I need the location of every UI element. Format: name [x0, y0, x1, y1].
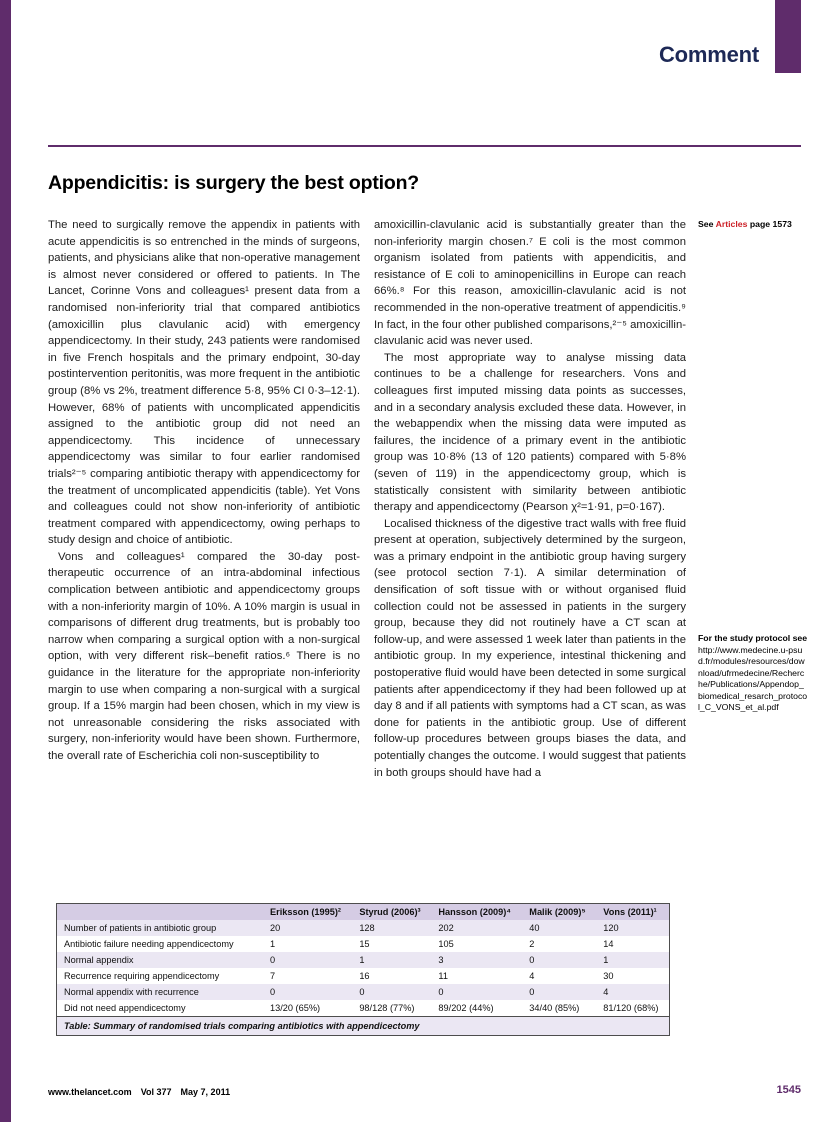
table-column-header-empty	[57, 904, 263, 920]
footer-website: www.thelancet.com	[48, 1087, 132, 1097]
table-cell: 89/202 (44%)	[438, 1003, 494, 1013]
paragraph: amoxicillin-clavulanic acid is substantially greater than the non-inferiority margin chosen.⁷ E coli is the most common organism isolated from patients with appendicitis, and resistance of E coli to aminopenicillins in Europe can reach 66%.⁸ For this reason, amoxicillin-clavulanic acid is not recommended in the non-operative treatment of appendicitis.⁹ In fact, in the four other published comparisons,²⁻⁵ amoxicillin-clavulanic acid was never used.	[374, 219, 686, 348]
top-right-brand-block	[775, 0, 801, 73]
paragraph: The most appropriate way to analyse missing data continues to be a challenge for researchers. Vons and colleagues first imputed missing data points as successes, and in a secondary analysis excluded these data. However, in the webappendix when the missing data were imputed as failures, the incidence of a primary event in the antibiotic group was 10·8% (13 of 120 patients) compared with 5·8% (seven of 119) in the appendicectomy group, which is statistically consistent with similarity between antibiotic therapy and appendicectomy (Pearson χ²=1·91, p=0·167).	[374, 351, 686, 514]
protocol-note-url: http://www.medecine.u-psud.fr/modules/resources/download/ufrmedecine/Recherche/Publications/Appendop_biomedical_resarch_protocol_C_VONS_et_al.pdf	[698, 644, 808, 712]
protocol-note-label: For the study protocol see	[698, 633, 808, 643]
table-row	[57, 984, 669, 1000]
table-cell: 13/20 (65%)	[270, 1003, 321, 1013]
table-caption-label: Table:	[64, 1021, 91, 1031]
table-cell: 4	[603, 987, 609, 997]
table-cell: 20	[270, 923, 281, 933]
table-cell: 0	[438, 987, 444, 997]
margin-note-see-articles	[698, 219, 808, 231]
article-title: Appendicitis: is surgery the best option?	[48, 172, 420, 194]
table-cell: 1	[359, 955, 365, 965]
table-cell: 3	[438, 955, 444, 965]
text-column-right	[374, 217, 686, 899]
table-cell: 0	[270, 955, 276, 965]
footer-volume: Vol 377	[140, 1087, 172, 1097]
table-row	[57, 968, 669, 984]
footer-journal-info	[48, 1087, 230, 1097]
table-cell: 0	[529, 987, 535, 997]
table-cell: 81/120 (68%)	[603, 1003, 659, 1013]
table-row	[57, 936, 669, 952]
table-cell: 14	[603, 939, 614, 949]
table-row	[57, 920, 669, 936]
summary-table	[56, 903, 670, 1036]
table-cell: 105	[438, 939, 454, 949]
table-cell: 34/40 (85%)	[529, 1003, 580, 1013]
table-cell: 98/128 (77%)	[359, 1003, 415, 1013]
table-row-label: Normal appendix with recurrence	[64, 987, 199, 997]
table-column-header: Malik (2009)⁵	[522, 904, 596, 920]
table-column-header: Styrud (2006)³	[352, 904, 431, 920]
table-cell: 4	[529, 971, 535, 981]
table-cell: 7	[270, 971, 276, 981]
table-cell: 15	[359, 939, 370, 949]
paragraph: The need to surgically remove the appendix in patients with acute appendicitis is so entrenched in the minds of surgeons, patients, and physicians alike that non-operative management is almost never considered or offered to patients. In The Lancet, Corinne Vons and colleagues¹ present data from a randomised non-inferiority trial that compared antibiotics (amoxicillin plus clavulanic acid) with emergency appendicectomy. In their study, 243 patients were randomised in five French hospitals and the primary endpoint, 30-day postintervention peritonitis, was more frequent in the antibiotic group (8% vs 2%, treatment difference 5·8, 95% CI 0·3–12·1). However, 68% of patients with uncomplicated appendicitis assigned to the antibiotic group did not need an appendicectomy. This incidence of unnecessary appendicectomy was similar to four earlier randomised trials²⁻⁵ comparing antibiotic therapy with appendicectomy for the treatment of uncomplicated appendicitis (table). Yet Vons and colleagues could not show non-inferiority of antibiotic treatment compared with appendicectomy, owing perhaps to study design and choice of antibiotic.	[48, 219, 360, 547]
table-cell: 30	[603, 971, 614, 981]
table-caption-text: Summary of randomised trials comparing antibiotics with appendicectomy	[93, 1021, 420, 1031]
table-cell: 0	[359, 987, 365, 997]
table-column-header: Vons (2011)¹	[596, 904, 669, 920]
table-cell: 2	[529, 939, 535, 949]
table-cell: 11	[438, 971, 448, 981]
see-note-articles-link: Articles	[715, 219, 748, 229]
table-row-label: Number of patients in antibiotic group	[64, 923, 217, 933]
text-column-left	[48, 217, 360, 899]
header-divider-rule	[48, 145, 801, 147]
table-cell: 120	[603, 923, 619, 933]
table-caption	[57, 1016, 669, 1035]
table-cell: 16	[359, 971, 370, 981]
footer-date: May 7, 2011	[180, 1087, 231, 1097]
table-row-label: Normal appendix	[64, 955, 134, 965]
table-cell: 202	[438, 923, 454, 933]
table-cell: 128	[359, 923, 375, 933]
table-header-row	[57, 904, 669, 920]
table-row	[57, 1000, 669, 1016]
table-cell: 0	[270, 987, 276, 997]
table-row-label: Antibiotic failure needing appendicectomy	[64, 939, 234, 949]
table-cell: 1	[603, 955, 609, 965]
paragraph: Localised thickness of the digestive tract walls with free fluid present at operation, subjectively determined by the surgeon, was a primary endpoint in the antibiotic group having surgery (see protocol section 7·1). A similar determination of densification of soft tissue with or without organised fluid collection could not be assessed in patients in the surgery group, because they did not routinely have a CT scan at follow-up, and were assessed 1 week later than patients in the antibiotic group. In my experience, intestinal thickening and postoperative fluid would have been detected in some surgical patients after appendicectomy if they had been followed up at day 8 and if all patients with symptoms had a CT scan, as was done for patients in the antibiotic group. Use of different follow-up procedures between groups biases the data, and potentially changes the outcome. I would suggest that patients in both groups should have had a	[374, 517, 686, 779]
table-row	[57, 952, 669, 968]
page-number: 1545	[776, 1084, 801, 1096]
table-column-header: Eriksson (1995)²	[263, 904, 352, 920]
section-header-comment: Comment	[658, 42, 759, 67]
see-note-suffix: page 1573	[747, 219, 792, 229]
table-cell: 1	[270, 939, 276, 949]
left-edge-brand-bar	[0, 0, 11, 1122]
margin-note-study-protocol	[698, 633, 808, 714]
see-note-prefix: See	[698, 219, 716, 229]
table-column-header: Hansson (2009)⁴	[431, 904, 522, 920]
table-cell: 0	[529, 955, 535, 965]
table-row-label: Recurrence requiring appendicectomy	[64, 971, 220, 981]
paragraph: Vons and colleagues¹ compared the 30-day post-therapeutic occurrence of an intra-abdominal infectious complication between antibiotic and appendicectomy groups with a non-inferiority margin of 10%. A 10% margin is usual in comparisons of different drug treatments, but is probably too narrow when comparing a surgical option with a non-surgical option, with very different risk–benefit ratios.⁶ There is no guidance in the literature for the appropriate non-inferiority margin to use when comparing a non-surgical with a surgical group. If a 15% margin had been chosen, which in my view is not unreasonable considering the risks associated with surgery, non-inferiority would have been shown. Furthermore, the overall rate of Escherichia coli non-susceptibility to	[48, 550, 360, 762]
table-cell: 40	[529, 923, 540, 933]
table-row-label: Did not need appendicectomy	[64, 1003, 186, 1013]
